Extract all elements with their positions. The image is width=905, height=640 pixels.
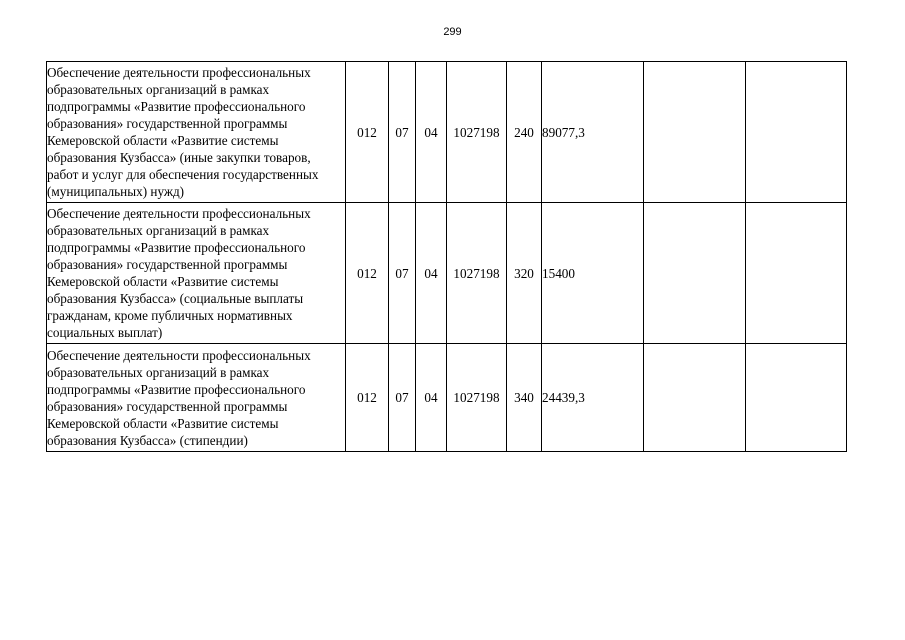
row-description: Обеспечение деятельности профессиональных образовательных организаций в рамках подпрограммы «Развитие профессионального образования» государственной программы Кемеровской области «Развитие системы образования Кузбасса» (социальные выплаты гражданам, кроме публичных нормативных социальных выплат) (47, 203, 346, 344)
subsection-code-cell: 04 (416, 344, 447, 452)
empty-cell (644, 203, 746, 344)
page-number: 299 (443, 26, 462, 38)
amount-cell: 15400 (542, 203, 644, 344)
target-article-cell: 1027198 (447, 203, 507, 344)
row-description: Обеспечение деятельности профессиональных образовательных организаций в рамках подпрограммы «Развитие профессионального образования» государственной программы Кемеровской области «Развитие системы образования Кузбасса» (иные закупки товаров, работ и услуг для обеспечения государственных (муниципальных) нужд) (47, 62, 346, 203)
row-description: Обеспечение деятельности профессиональных образовательных организаций в рамках подпрограммы «Развитие профессионального образования» государственной программы Кемеровской области «Развитие системы образования Кузбасса» (стипендии) (47, 344, 346, 452)
section-code-cell: 07 (389, 344, 416, 452)
target-article-cell: 1027198 (447, 344, 507, 452)
subsection-code-cell: 04 (416, 203, 447, 344)
empty-cell (644, 62, 746, 203)
section-code-cell: 07 (389, 203, 416, 344)
empty-cell (746, 62, 847, 203)
table-row (47, 344, 847, 452)
table-row (47, 203, 847, 344)
empty-cell (746, 203, 847, 344)
empty-cell (746, 344, 847, 452)
table-row (47, 62, 847, 203)
expense-type-cell: 340 (507, 344, 542, 452)
ministry-code-cell: 012 (346, 344, 389, 452)
expense-type-cell: 320 (507, 203, 542, 344)
target-article-cell: 1027198 (447, 62, 507, 203)
empty-cell (644, 344, 746, 452)
subsection-code-cell: 04 (416, 62, 447, 203)
budget-table (46, 61, 847, 452)
ministry-code-cell: 012 (346, 203, 389, 344)
ministry-code-cell: 012 (346, 62, 389, 203)
amount-cell: 89077,3 (542, 62, 644, 203)
section-code-cell: 07 (389, 62, 416, 203)
amount-cell: 24439,3 (542, 344, 644, 452)
expense-type-cell: 240 (507, 62, 542, 203)
